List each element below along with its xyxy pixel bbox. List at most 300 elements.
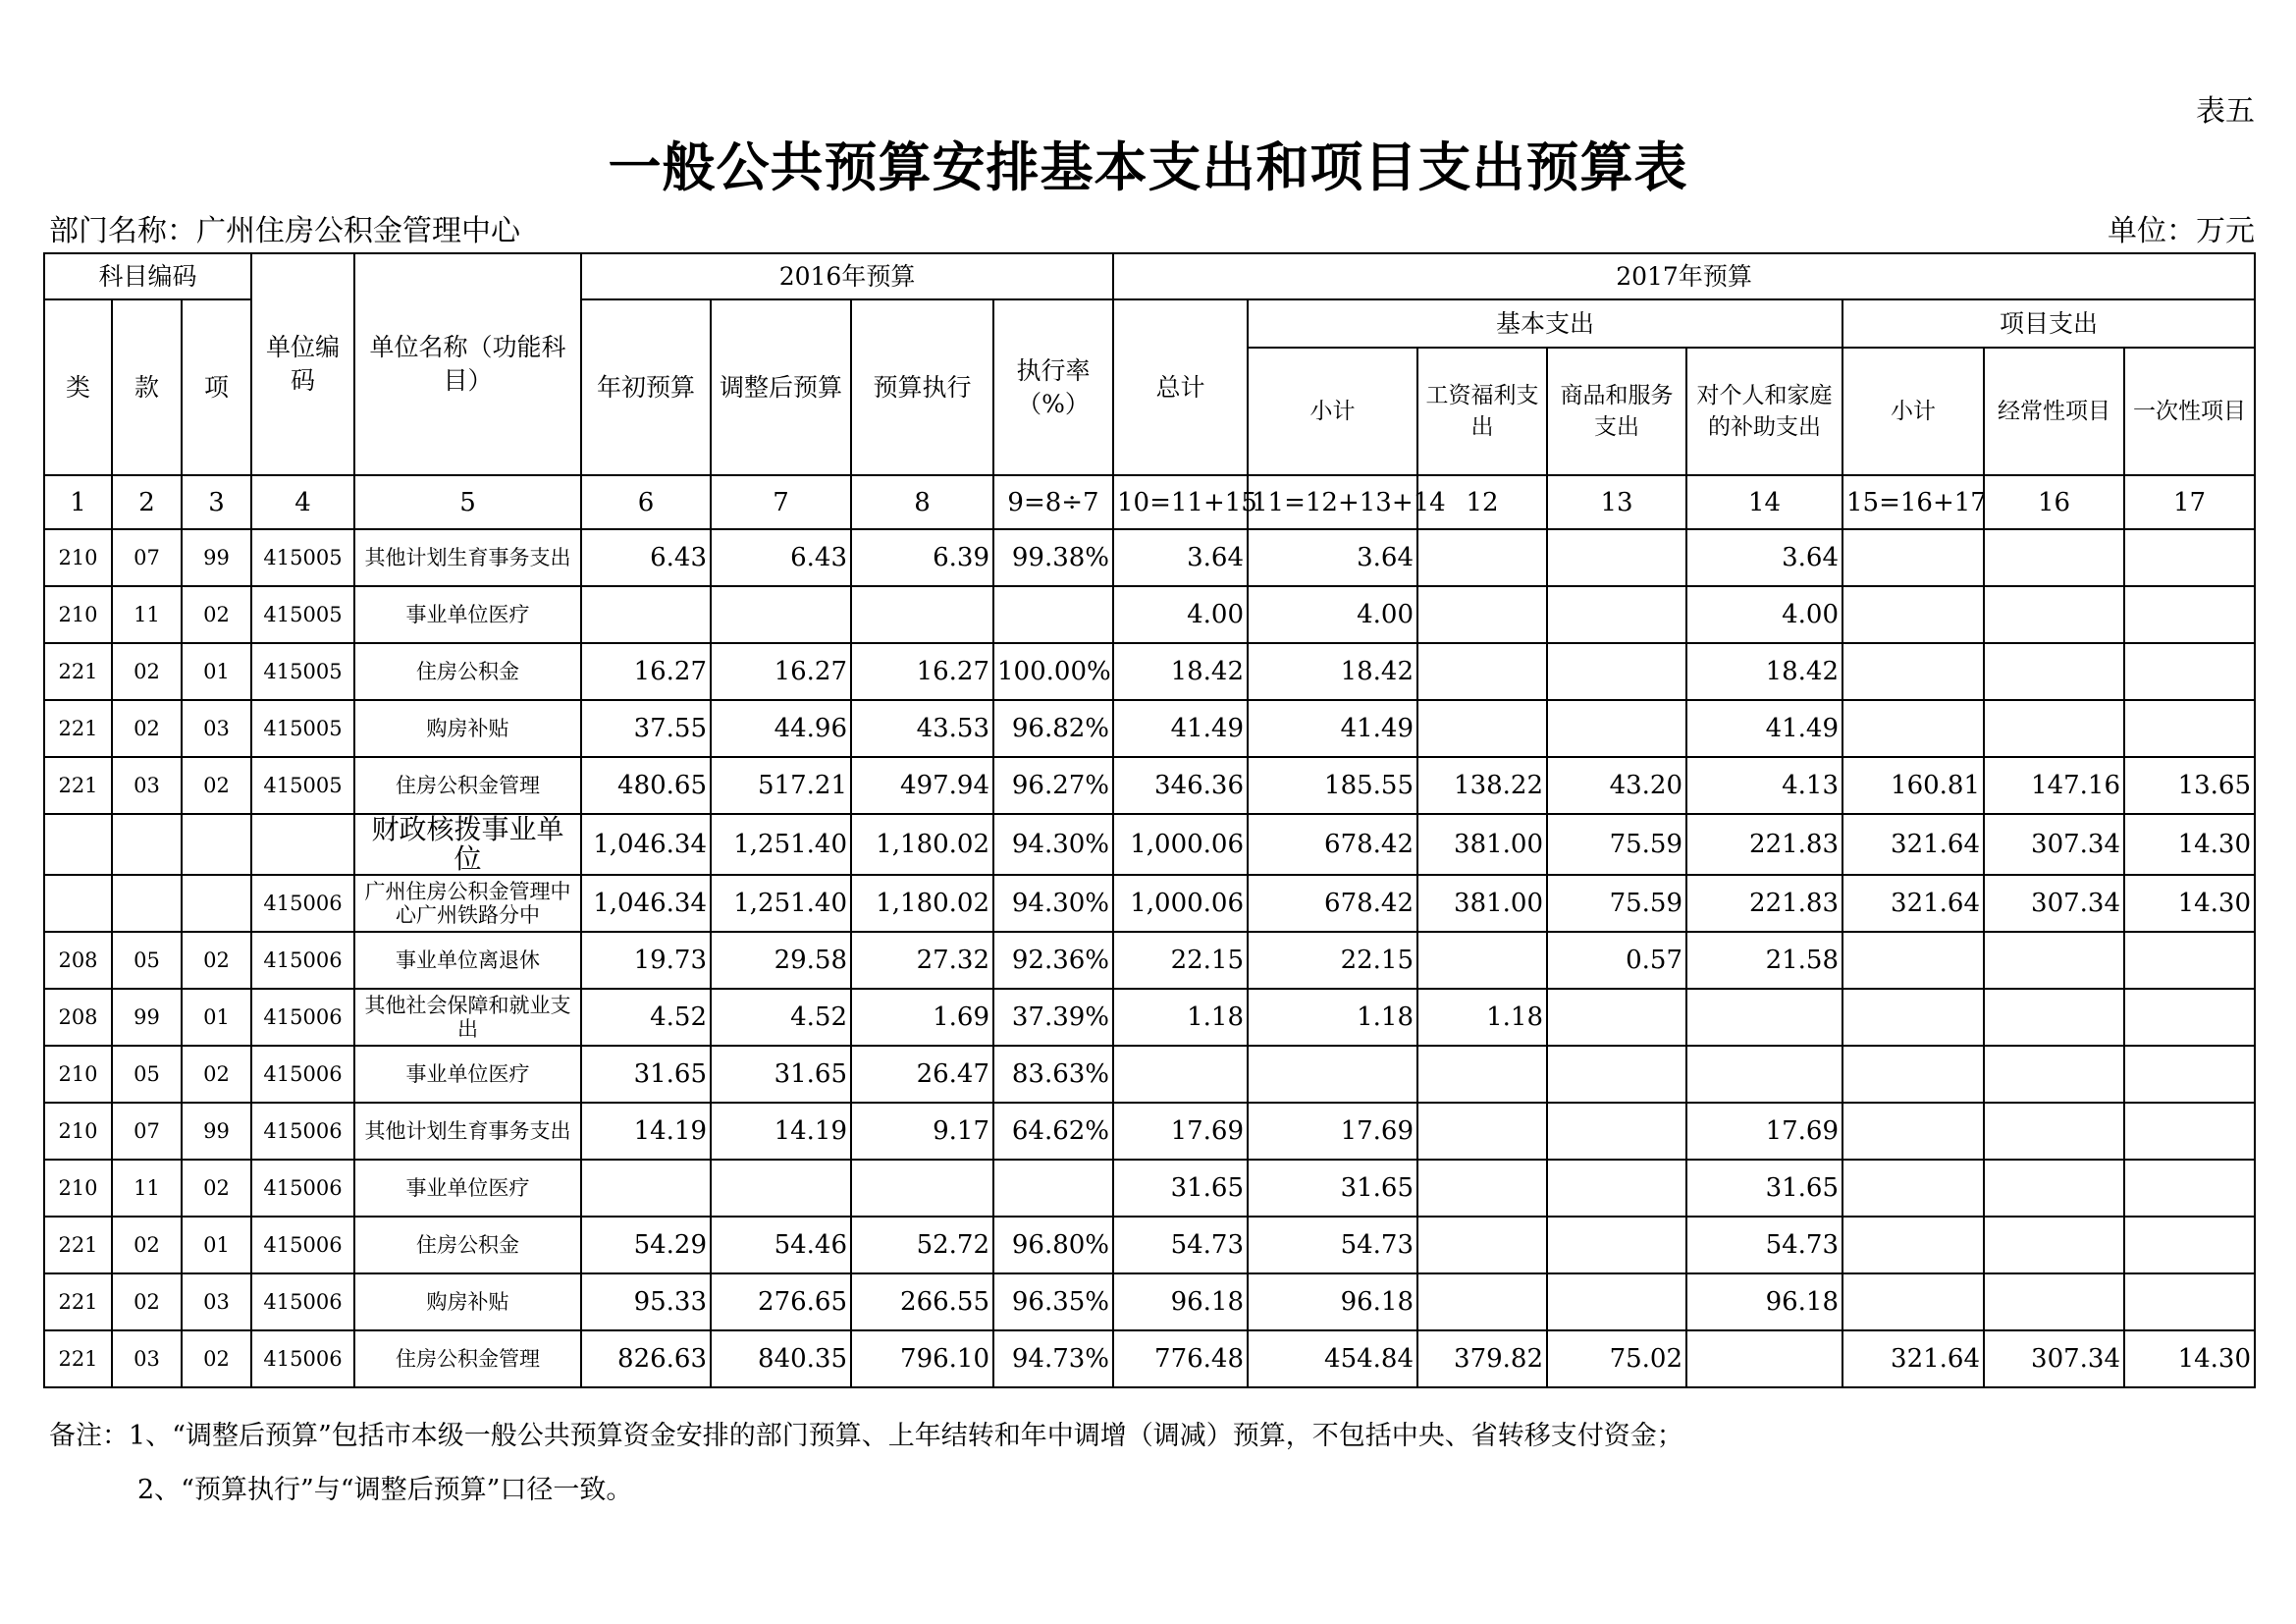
cell-unit-code: 415006 bbox=[251, 875, 354, 932]
cell-initial: 19.73 bbox=[581, 932, 711, 989]
cell-onetime: 14.30 bbox=[2124, 875, 2255, 932]
cell-salary bbox=[1417, 1217, 1547, 1273]
cell-rate: 94.30% bbox=[993, 814, 1113, 875]
page-title: 一般公共预算安排基本支出和项目支出预算表 bbox=[608, 136, 1688, 198]
cell-total: 54.73 bbox=[1113, 1217, 1248, 1273]
cell-executed: 27.32 bbox=[851, 932, 993, 989]
cell-initial: 826.63 bbox=[581, 1330, 711, 1387]
cell-lei: 210 bbox=[44, 1103, 112, 1160]
cell-rate: 96.35% bbox=[993, 1273, 1113, 1330]
cell-kuan: 11 bbox=[112, 586, 182, 643]
cell-goods bbox=[1547, 1160, 1686, 1217]
header-project: 项目支出 bbox=[1842, 299, 2255, 348]
cell-initial: 4.52 bbox=[581, 989, 711, 1046]
cell-rate: 96.80% bbox=[993, 1217, 1113, 1273]
cell-salary bbox=[1417, 643, 1547, 700]
header-xiang: 项 bbox=[182, 299, 251, 475]
cell-total: 31.65 bbox=[1113, 1160, 1248, 1217]
cell-salary: 381.00 bbox=[1417, 814, 1547, 875]
cell-kuan: 11 bbox=[112, 1160, 182, 1217]
cell-rate: 96.82% bbox=[993, 700, 1113, 757]
cell-onetime: 14.30 bbox=[2124, 814, 2255, 875]
cell-basic-subtotal: 454.84 bbox=[1248, 1330, 1417, 1387]
cell-basic-subtotal: 41.49 bbox=[1248, 700, 1417, 757]
cell-unit-name: 广州住房公积金管理中心广州铁路分中 bbox=[354, 875, 581, 932]
cell-goods bbox=[1547, 1103, 1686, 1160]
cell-executed: 9.17 bbox=[851, 1103, 993, 1160]
cell-recurring bbox=[1984, 1273, 2124, 1330]
column-number-row bbox=[44, 475, 2255, 529]
cell-personal: 221.83 bbox=[1686, 875, 1842, 932]
cell-adjusted: 44.96 bbox=[711, 700, 851, 757]
cell-basic-subtotal bbox=[1248, 1046, 1417, 1103]
cell-adjusted: 14.19 bbox=[711, 1103, 851, 1160]
column-number: 15=16+17 bbox=[1842, 475, 1984, 529]
cell-project-subtotal bbox=[1842, 932, 1984, 989]
cell-onetime bbox=[2124, 1160, 2255, 1217]
cell-recurring bbox=[1984, 989, 2124, 1046]
header-project-subtotal: 小计 bbox=[1842, 348, 1984, 475]
cell-initial: 95.33 bbox=[581, 1273, 711, 1330]
cell-recurring bbox=[1984, 1160, 2124, 1217]
cell-recurring: 147.16 bbox=[1984, 757, 2124, 814]
cell-total: 4.00 bbox=[1113, 586, 1248, 643]
column-number: 5 bbox=[354, 475, 581, 529]
cell-total: 346.36 bbox=[1113, 757, 1248, 814]
cell-adjusted: 16.27 bbox=[711, 643, 851, 700]
cell-lei: 221 bbox=[44, 757, 112, 814]
cell-unit-name: 事业单位离退休 bbox=[354, 932, 581, 989]
cell-adjusted: 840.35 bbox=[711, 1330, 851, 1387]
cell-adjusted: 517.21 bbox=[711, 757, 851, 814]
cell-goods bbox=[1547, 643, 1686, 700]
cell-lei: 221 bbox=[44, 700, 112, 757]
cell-kuan: 02 bbox=[112, 700, 182, 757]
cell-unit-name: 其他计划生育事务支出 bbox=[354, 1103, 581, 1160]
cell-xiang: 01 bbox=[182, 643, 251, 700]
cell-initial: 480.65 bbox=[581, 757, 711, 814]
cell-recurring bbox=[1984, 700, 2124, 757]
header-total: 总计 bbox=[1113, 299, 1248, 475]
header-unit-name: 单位名称（功能科目） bbox=[354, 253, 581, 475]
cell-unit-name: 购房补贴 bbox=[354, 1273, 581, 1330]
cell-total: 18.42 bbox=[1113, 643, 1248, 700]
cell-unit-code: 415006 bbox=[251, 1103, 354, 1160]
cell-salary bbox=[1417, 529, 1547, 586]
cell-salary bbox=[1417, 932, 1547, 989]
cell-salary: 138.22 bbox=[1417, 757, 1547, 814]
cell-lei bbox=[44, 875, 112, 932]
column-number: 6 bbox=[581, 475, 711, 529]
cell-basic-subtotal: 3.64 bbox=[1248, 529, 1417, 586]
cell-total bbox=[1113, 1046, 1248, 1103]
cell-goods bbox=[1547, 1046, 1686, 1103]
note-2: 2、“预算执行”与“调整后预算”口径一致。 bbox=[137, 1475, 633, 1505]
table-row bbox=[44, 643, 2255, 700]
cell-lei: 210 bbox=[44, 1046, 112, 1103]
cell-executed: 1,180.02 bbox=[851, 814, 993, 875]
cell-basic-subtotal: 1.18 bbox=[1248, 989, 1417, 1046]
cell-goods bbox=[1547, 586, 1686, 643]
cell-initial: 1,046.34 bbox=[581, 875, 711, 932]
cell-executed: 266.55 bbox=[851, 1273, 993, 1330]
header-salary: 工资福利支出 bbox=[1417, 348, 1547, 475]
header-goods: 商品和服务支出 bbox=[1547, 348, 1686, 475]
cell-onetime bbox=[2124, 529, 2255, 586]
cell-lei: 210 bbox=[44, 1160, 112, 1217]
cell-rate: 96.27% bbox=[993, 757, 1113, 814]
budget-table bbox=[43, 252, 2256, 1388]
cell-initial: 1,046.34 bbox=[581, 814, 711, 875]
table-row bbox=[44, 1103, 2255, 1160]
cell-personal: 18.42 bbox=[1686, 643, 1842, 700]
cell-recurring bbox=[1984, 529, 2124, 586]
cell-total: 3.64 bbox=[1113, 529, 1248, 586]
cell-onetime bbox=[2124, 1103, 2255, 1160]
cell-basic-subtotal: 54.73 bbox=[1248, 1217, 1417, 1273]
cell-xiang: 01 bbox=[182, 989, 251, 1046]
cell-executed: 1.69 bbox=[851, 989, 993, 1046]
cell-recurring: 307.34 bbox=[1984, 814, 2124, 875]
table-row bbox=[44, 814, 2255, 875]
cell-basic-subtotal: 678.42 bbox=[1248, 814, 1417, 875]
cell-unit-code: 415005 bbox=[251, 700, 354, 757]
cell-recurring bbox=[1984, 1217, 2124, 1273]
cell-xiang: 99 bbox=[182, 529, 251, 586]
cell-rate: 64.62% bbox=[993, 1103, 1113, 1160]
cell-recurring bbox=[1984, 932, 2124, 989]
cell-lei: 221 bbox=[44, 1330, 112, 1387]
cell-rate bbox=[993, 586, 1113, 643]
cell-project-subtotal bbox=[1842, 1103, 1984, 1160]
cell-personal bbox=[1686, 989, 1842, 1046]
cell-total: 1.18 bbox=[1113, 989, 1248, 1046]
cell-personal: 96.18 bbox=[1686, 1273, 1842, 1330]
header-executed: 预算执行 bbox=[851, 299, 993, 475]
cell-onetime bbox=[2124, 1046, 2255, 1103]
cell-rate: 92.36% bbox=[993, 932, 1113, 989]
cell-project-subtotal: 321.64 bbox=[1842, 1330, 1984, 1387]
cell-salary: 379.82 bbox=[1417, 1330, 1547, 1387]
cell-unit-name: 事业单位医疗 bbox=[354, 1160, 581, 1217]
cell-unit-name: 住房公积金 bbox=[354, 1217, 581, 1273]
header-unit-code: 单位编码 bbox=[251, 253, 354, 475]
cell-executed: 52.72 bbox=[851, 1217, 993, 1273]
table-row bbox=[44, 757, 2255, 814]
cell-basic-subtotal: 678.42 bbox=[1248, 875, 1417, 932]
cell-adjusted: 276.65 bbox=[711, 1273, 851, 1330]
cell-unit-name: 住房公积金 bbox=[354, 643, 581, 700]
cell-personal: 4.00 bbox=[1686, 586, 1842, 643]
cell-total: 1,000.06 bbox=[1113, 875, 1248, 932]
cell-personal: 3.64 bbox=[1686, 529, 1842, 586]
cell-adjusted bbox=[711, 1160, 851, 1217]
cell-executed: 6.39 bbox=[851, 529, 993, 586]
cell-rate: 100.00% bbox=[993, 643, 1113, 700]
cell-personal bbox=[1686, 1046, 1842, 1103]
cell-personal: 41.49 bbox=[1686, 700, 1842, 757]
cell-project-subtotal bbox=[1842, 1273, 1984, 1330]
cell-unit-code: 415005 bbox=[251, 529, 354, 586]
cell-xiang: 03 bbox=[182, 1273, 251, 1330]
column-number: 11=12+13+14 bbox=[1248, 475, 1417, 529]
cell-project-subtotal bbox=[1842, 700, 1984, 757]
header-basic: 基本支出 bbox=[1248, 299, 1842, 348]
cell-xiang: 02 bbox=[182, 757, 251, 814]
cell-executed: 796.10 bbox=[851, 1330, 993, 1387]
column-number: 7 bbox=[711, 475, 851, 529]
cell-kuan: 02 bbox=[112, 1273, 182, 1330]
cell-project-subtotal bbox=[1842, 989, 1984, 1046]
cell-total: 22.15 bbox=[1113, 932, 1248, 989]
cell-salary bbox=[1417, 1103, 1547, 1160]
table-row bbox=[44, 586, 2255, 643]
cell-executed bbox=[851, 586, 993, 643]
cell-xiang: 02 bbox=[182, 932, 251, 989]
cell-unit-name: 其他计划生育事务支出 bbox=[354, 529, 581, 586]
cell-project-subtotal bbox=[1842, 1160, 1984, 1217]
cell-salary: 1.18 bbox=[1417, 989, 1547, 1046]
cell-unit-name: 事业单位医疗 bbox=[354, 1046, 581, 1103]
cell-initial: 54.29 bbox=[581, 1217, 711, 1273]
cell-rate: 94.73% bbox=[993, 1330, 1113, 1387]
cell-project-subtotal bbox=[1842, 1217, 1984, 1273]
cell-initial: 6.43 bbox=[581, 529, 711, 586]
cell-basic-subtotal: 4.00 bbox=[1248, 586, 1417, 643]
header-subject-code: 科目编码 bbox=[44, 253, 251, 299]
cell-executed: 16.27 bbox=[851, 643, 993, 700]
cell-unit-name: 其他社会保障和就业支出 bbox=[354, 989, 581, 1046]
cell-personal bbox=[1686, 1330, 1842, 1387]
cell-unit-code: 415006 bbox=[251, 1160, 354, 1217]
cell-basic-subtotal: 31.65 bbox=[1248, 1160, 1417, 1217]
cell-goods: 75.59 bbox=[1547, 814, 1686, 875]
cell-adjusted: 54.46 bbox=[711, 1217, 851, 1273]
cell-executed: 43.53 bbox=[851, 700, 993, 757]
column-number: 4 bbox=[251, 475, 354, 529]
cell-recurring bbox=[1984, 643, 2124, 700]
cell-recurring bbox=[1984, 1046, 2124, 1103]
header-basic-subtotal: 小计 bbox=[1248, 348, 1417, 475]
cell-kuan: 02 bbox=[112, 1217, 182, 1273]
cell-lei: 221 bbox=[44, 1273, 112, 1330]
cell-basic-subtotal: 96.18 bbox=[1248, 1273, 1417, 1330]
cell-adjusted: 6.43 bbox=[711, 529, 851, 586]
cell-kuan: 07 bbox=[112, 529, 182, 586]
table-row bbox=[44, 700, 2255, 757]
note-1: 备注：1、“调整后预算”包括市本级一般公共预算资金安排的部门预算、上年结转和年中调增（调减）预算，不包括中央、省转移支付资金； bbox=[49, 1421, 1683, 1451]
cell-xiang: 02 bbox=[182, 1160, 251, 1217]
column-number: 3 bbox=[182, 475, 251, 529]
cell-rate: 37.39% bbox=[993, 989, 1113, 1046]
header-2017-budget: 2017年预算 bbox=[1113, 253, 2255, 299]
column-number: 12 bbox=[1417, 475, 1547, 529]
cell-basic-subtotal: 22.15 bbox=[1248, 932, 1417, 989]
cell-goods: 43.20 bbox=[1547, 757, 1686, 814]
cell-kuan bbox=[112, 875, 182, 932]
cell-unit-name: 事业单位医疗 bbox=[354, 586, 581, 643]
header-initial: 年初预算 bbox=[581, 299, 711, 475]
column-number: 14 bbox=[1686, 475, 1842, 529]
cell-executed: 497.94 bbox=[851, 757, 993, 814]
cell-salary bbox=[1417, 1273, 1547, 1330]
cell-goods bbox=[1547, 700, 1686, 757]
cell-adjusted bbox=[711, 586, 851, 643]
cell-onetime bbox=[2124, 586, 2255, 643]
cell-total: 1,000.06 bbox=[1113, 814, 1248, 875]
cell-xiang: 99 bbox=[182, 1103, 251, 1160]
cell-initial bbox=[581, 586, 711, 643]
cell-project-subtotal bbox=[1842, 529, 1984, 586]
cell-project-subtotal: 321.64 bbox=[1842, 814, 1984, 875]
cell-rate: 83.63% bbox=[993, 1046, 1113, 1103]
table-row bbox=[44, 1273, 2255, 1330]
cell-goods bbox=[1547, 1217, 1686, 1273]
cell-xiang: 01 bbox=[182, 1217, 251, 1273]
cell-personal: 17.69 bbox=[1686, 1103, 1842, 1160]
cell-project-subtotal bbox=[1842, 643, 1984, 700]
cell-onetime bbox=[2124, 932, 2255, 989]
cell-executed: 1,180.02 bbox=[851, 875, 993, 932]
cell-project-subtotal bbox=[1842, 586, 1984, 643]
cell-onetime bbox=[2124, 1217, 2255, 1273]
header-rate: 执行率（%） bbox=[993, 299, 1113, 475]
cell-kuan: 02 bbox=[112, 643, 182, 700]
column-number: 8 bbox=[851, 475, 993, 529]
header-adjusted: 调整后预算 bbox=[711, 299, 851, 475]
table-row bbox=[44, 529, 2255, 586]
cell-lei: 208 bbox=[44, 989, 112, 1046]
table-row bbox=[44, 1160, 2255, 1217]
cell-unit-code: 415005 bbox=[251, 757, 354, 814]
header-recurring: 经常性项目 bbox=[1984, 348, 2124, 475]
cell-total: 96.18 bbox=[1113, 1273, 1248, 1330]
cell-project-subtotal: 321.64 bbox=[1842, 875, 1984, 932]
table-row bbox=[44, 1046, 2255, 1103]
cell-unit-code: 415006 bbox=[251, 989, 354, 1046]
column-number: 10=11+15 bbox=[1113, 475, 1248, 529]
cell-basic-subtotal: 17.69 bbox=[1248, 1103, 1417, 1160]
cell-kuan: 05 bbox=[112, 1046, 182, 1103]
cell-recurring bbox=[1984, 586, 2124, 643]
table-row bbox=[44, 1330, 2255, 1387]
cell-recurring: 307.34 bbox=[1984, 1330, 2124, 1387]
cell-lei: 221 bbox=[44, 1217, 112, 1273]
cell-onetime bbox=[2124, 700, 2255, 757]
cell-kuan: 07 bbox=[112, 1103, 182, 1160]
cell-onetime: 14.30 bbox=[2124, 1330, 2255, 1387]
cell-unit-name: 住房公积金管理 bbox=[354, 757, 581, 814]
cell-lei: 208 bbox=[44, 932, 112, 989]
cell-salary bbox=[1417, 586, 1547, 643]
cell-adjusted: 4.52 bbox=[711, 989, 851, 1046]
cell-kuan bbox=[112, 814, 182, 875]
header-kuan: 款 bbox=[112, 299, 182, 475]
cell-initial: 14.19 bbox=[581, 1103, 711, 1160]
cell-salary bbox=[1417, 700, 1547, 757]
cell-unit-name: 财政核拨事业单位 bbox=[354, 814, 581, 875]
table-row bbox=[44, 932, 2255, 989]
cell-personal: 221.83 bbox=[1686, 814, 1842, 875]
cell-kuan: 05 bbox=[112, 932, 182, 989]
cell-goods bbox=[1547, 1273, 1686, 1330]
cell-unit-name: 住房公积金管理 bbox=[354, 1330, 581, 1387]
cell-unit-name: 购房补贴 bbox=[354, 700, 581, 757]
cell-lei: 210 bbox=[44, 529, 112, 586]
cell-adjusted: 1,251.40 bbox=[711, 814, 851, 875]
cell-personal: 4.13 bbox=[1686, 757, 1842, 814]
cell-onetime bbox=[2124, 989, 2255, 1046]
cell-unit-code bbox=[251, 814, 354, 875]
cell-personal: 54.73 bbox=[1686, 1217, 1842, 1273]
cell-unit-code: 415006 bbox=[251, 1217, 354, 1273]
cell-lei: 221 bbox=[44, 643, 112, 700]
cell-unit-code: 415005 bbox=[251, 643, 354, 700]
cell-total: 41.49 bbox=[1113, 700, 1248, 757]
cell-xiang: 02 bbox=[182, 1046, 251, 1103]
cell-goods bbox=[1547, 529, 1686, 586]
column-number: 16 bbox=[1984, 475, 2124, 529]
cell-salary: 381.00 bbox=[1417, 875, 1547, 932]
cell-goods: 75.02 bbox=[1547, 1330, 1686, 1387]
cell-salary bbox=[1417, 1046, 1547, 1103]
unit-label: 单位：万元 bbox=[2108, 214, 2255, 248]
header-onetime: 一次性项目 bbox=[2124, 348, 2255, 475]
cell-onetime bbox=[2124, 1273, 2255, 1330]
cell-unit-code: 415006 bbox=[251, 932, 354, 989]
cell-project-subtotal: 160.81 bbox=[1842, 757, 1984, 814]
cell-initial: 16.27 bbox=[581, 643, 711, 700]
cell-kuan: 99 bbox=[112, 989, 182, 1046]
cell-recurring bbox=[1984, 1103, 2124, 1160]
cell-adjusted: 29.58 bbox=[711, 932, 851, 989]
column-number: 13 bbox=[1547, 475, 1686, 529]
cell-total: 776.48 bbox=[1113, 1330, 1248, 1387]
cell-onetime bbox=[2124, 643, 2255, 700]
cell-kuan: 03 bbox=[112, 757, 182, 814]
column-number: 1 bbox=[44, 475, 112, 529]
column-number: 9=8÷7 bbox=[993, 475, 1113, 529]
header-lei: 类 bbox=[44, 299, 112, 475]
cell-kuan: 03 bbox=[112, 1330, 182, 1387]
column-number: 17 bbox=[2124, 475, 2255, 529]
table-row bbox=[44, 875, 2255, 932]
cell-goods: 75.59 bbox=[1547, 875, 1686, 932]
cell-xiang bbox=[182, 814, 251, 875]
cell-unit-code: 415006 bbox=[251, 1330, 354, 1387]
cell-recurring: 307.34 bbox=[1984, 875, 2124, 932]
cell-lei: 210 bbox=[44, 586, 112, 643]
cell-goods bbox=[1547, 989, 1686, 1046]
cell-xiang: 03 bbox=[182, 700, 251, 757]
cell-rate: 94.30% bbox=[993, 875, 1113, 932]
cell-adjusted: 1,251.40 bbox=[711, 875, 851, 932]
cell-unit-code: 415006 bbox=[251, 1046, 354, 1103]
cell-xiang bbox=[182, 875, 251, 932]
cell-rate bbox=[993, 1160, 1113, 1217]
header-personal: 对个人和家庭的补助支出 bbox=[1686, 348, 1842, 475]
cell-goods: 0.57 bbox=[1547, 932, 1686, 989]
cell-xiang: 02 bbox=[182, 1330, 251, 1387]
department-name: 部门名称：广州住房公积金管理中心 bbox=[49, 214, 520, 248]
cell-lei bbox=[44, 814, 112, 875]
cell-initial: 37.55 bbox=[581, 700, 711, 757]
cell-onetime: 13.65 bbox=[2124, 757, 2255, 814]
cell-salary bbox=[1417, 1160, 1547, 1217]
table-body bbox=[44, 529, 2255, 1387]
table-number: 表五 bbox=[2196, 94, 2255, 129]
cell-executed: 26.47 bbox=[851, 1046, 993, 1103]
